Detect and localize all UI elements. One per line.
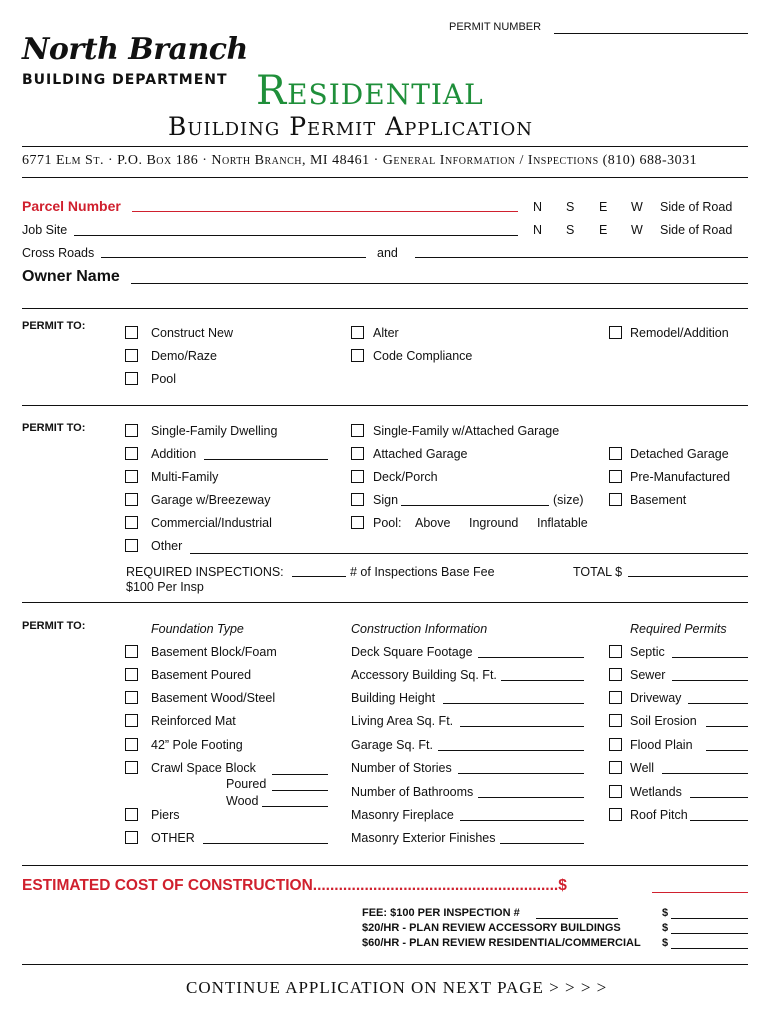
other-checkbox[interactable] bbox=[125, 539, 138, 552]
section1-rule bbox=[22, 308, 748, 309]
cross-road-2-field[interactable] bbox=[415, 257, 748, 258]
wetlands-checkbox[interactable] bbox=[609, 785, 622, 798]
soil-erosion-checkbox[interactable] bbox=[609, 714, 622, 727]
pole-footing-label: 42” Pole Footing bbox=[151, 738, 243, 752]
subtitle-building-permit: Building Permit Application bbox=[168, 112, 533, 141]
sign-label: Sign bbox=[373, 493, 399, 507]
basement-poured-label: Basement Poured bbox=[151, 668, 252, 682]
cross-road-1-field[interactable] bbox=[101, 257, 366, 258]
basement-block-label: Basement Block/Foam bbox=[151, 645, 277, 659]
construct-new-checkbox[interactable] bbox=[125, 326, 138, 339]
number-stories-field[interactable] bbox=[458, 773, 584, 774]
logo-north-branch: North Branch bbox=[22, 32, 248, 67]
basement-wood-steel-label: Basement Wood/Steel bbox=[151, 691, 276, 705]
continue-next-page: CONTINUE APPLICATION ON NEXT PAGE > > > > bbox=[186, 978, 608, 997]
sign-checkbox[interactable] bbox=[351, 493, 364, 506]
sewer-field[interactable] bbox=[672, 680, 748, 681]
deck-sqft-field[interactable] bbox=[478, 657, 584, 658]
fee-amount-2-field[interactable] bbox=[671, 933, 748, 934]
pool-above-option[interactable]: Above bbox=[415, 516, 451, 530]
required-permits-header: Required Permits bbox=[630, 622, 727, 636]
job-side-of-road: Side of Road bbox=[660, 223, 733, 237]
required-inspections-label: REQUIRED INSPECTIONS: bbox=[126, 565, 284, 579]
attached-garage-label: Attached Garage bbox=[373, 447, 468, 461]
detached-garage-label: Detached Garage bbox=[630, 447, 729, 461]
masonry-fireplace-field[interactable] bbox=[460, 820, 584, 821]
deck-sqft-label: Deck Square Footage bbox=[351, 645, 473, 659]
foundation-type-header: Foundation Type bbox=[151, 622, 244, 636]
fee-residential-label: $60/HR - PLAN REVIEW RESIDENTIAL/COMMERCIAL bbox=[362, 937, 641, 949]
and-label: and bbox=[377, 246, 398, 260]
addition-field[interactable] bbox=[204, 459, 328, 460]
septic-label: Septic bbox=[630, 645, 665, 659]
reinforced-mat-label: Reinforced Mat bbox=[151, 714, 236, 728]
total-label: TOTAL $ bbox=[573, 565, 623, 579]
basement-checkbox[interactable] bbox=[609, 493, 622, 506]
garage-sqft-label: Garage Sq. Ft. bbox=[351, 738, 433, 752]
addition-label: Addition bbox=[151, 447, 197, 461]
garage-sqft-field[interactable] bbox=[438, 750, 584, 751]
code-compliance-label: Code Compliance bbox=[373, 349, 473, 363]
masonry-fireplace-label: Masonry Fireplace bbox=[351, 808, 454, 822]
foundation-other-checkbox[interactable] bbox=[125, 831, 138, 844]
estimated-cost-label: ESTIMATED COST OF CONSTRUCTION.........................................................$ bbox=[22, 877, 567, 894]
commercial-industrial-label: Commercial/Industrial bbox=[151, 516, 272, 530]
permit-number-field[interactable] bbox=[554, 33, 748, 34]
parcel-dir-n[interactable]: N bbox=[533, 200, 543, 214]
fee-dollar-2: $ bbox=[662, 922, 669, 934]
other-field[interactable] bbox=[190, 553, 748, 554]
septic-field[interactable] bbox=[672, 657, 748, 658]
job-dir-e[interactable]: E bbox=[599, 223, 608, 237]
total-field[interactable] bbox=[628, 576, 748, 577]
basement-label: Basement bbox=[630, 493, 687, 507]
accessory-sqft-field[interactable] bbox=[501, 680, 584, 681]
cost-rule bbox=[22, 865, 748, 866]
living-area-field[interactable] bbox=[460, 726, 584, 727]
reinforced-mat-checkbox[interactable] bbox=[125, 714, 138, 727]
fee-per-inspection-label: FEE: $100 PER INSPECTION # bbox=[362, 907, 520, 919]
demo-raze-checkbox[interactable] bbox=[125, 349, 138, 362]
section3-rule bbox=[22, 602, 748, 603]
sign-size-field[interactable] bbox=[401, 505, 549, 506]
construction-info-header: Construction Information bbox=[351, 622, 488, 636]
construct-new-label: Construct New bbox=[151, 326, 233, 340]
other-label: Other bbox=[151, 539, 183, 553]
driveway-checkbox[interactable] bbox=[609, 691, 622, 704]
multi-family-label: Multi-Family bbox=[151, 470, 219, 484]
deck-porch-checkbox[interactable] bbox=[351, 470, 364, 483]
septic-checkbox[interactable] bbox=[609, 645, 622, 658]
header-rule bbox=[22, 146, 748, 147]
demo-raze-label: Demo/Raze bbox=[151, 349, 217, 363]
address-line: 6771 Elm St. · P.O. Box 186 · North Branch, MI 48461 · General Information / Inspections (810) 688-3031 bbox=[22, 153, 698, 168]
permit-number-label: PERMIT NUMBER bbox=[449, 21, 542, 33]
pool-checkbox[interactable] bbox=[125, 372, 138, 385]
num-inspections-label: # of Inspections Base Fee bbox=[350, 565, 495, 579]
garage-breezeway-checkbox[interactable] bbox=[125, 493, 138, 506]
accessory-sqft-label: Accessory Building Sq. Ft. bbox=[351, 668, 497, 682]
footer-rule bbox=[22, 964, 748, 965]
pole-footing-checkbox[interactable] bbox=[125, 738, 138, 751]
fee-dollar-1: $ bbox=[662, 907, 669, 919]
remodel-addition-checkbox[interactable] bbox=[609, 326, 622, 339]
piers-checkbox[interactable] bbox=[125, 808, 138, 821]
address-rule bbox=[22, 177, 748, 178]
parcel-dir-w[interactable]: W bbox=[631, 200, 643, 214]
flood-plain-checkbox[interactable] bbox=[609, 738, 622, 751]
single-family-attached-checkbox[interactable] bbox=[351, 424, 364, 437]
single-family-attached-label: Single-Family w/Attached Garage bbox=[373, 424, 560, 438]
attached-garage-checkbox[interactable] bbox=[351, 447, 364, 460]
fee-amount-1-field[interactable] bbox=[671, 918, 748, 919]
job-dir-w[interactable]: W bbox=[631, 223, 643, 237]
flood-plain-field[interactable] bbox=[706, 750, 748, 751]
per-insp-label: $100 Per Insp bbox=[126, 580, 204, 594]
sewer-checkbox[interactable] bbox=[609, 668, 622, 681]
parcel-number-field[interactable] bbox=[132, 211, 518, 212]
crawl-space-label: Crawl Space Block bbox=[151, 761, 256, 775]
sewer-label: Sewer bbox=[630, 668, 666, 682]
well-checkbox[interactable] bbox=[609, 761, 622, 774]
section2-rule bbox=[22, 405, 748, 406]
section3-permit-to: PERMIT TO: bbox=[22, 620, 86, 632]
pool-inground-option[interactable]: Inground bbox=[469, 516, 519, 530]
owner-name-field[interactable] bbox=[131, 283, 748, 284]
logo-building-department: BUILDING DEPARTMENT bbox=[22, 72, 228, 88]
job-site-label: Job Site bbox=[22, 223, 68, 237]
garage-breezeway-label: Garage w/Breezeway bbox=[151, 493, 271, 507]
fee-inspection-count-field[interactable] bbox=[536, 918, 618, 919]
masonry-exterior-label: Masonry Exterior Finishes bbox=[351, 831, 496, 845]
parcel-number-label: Parcel Number bbox=[22, 198, 121, 214]
remodel-addition-label: Remodel/Addition bbox=[630, 326, 729, 340]
cross-roads-label: Cross Roads bbox=[22, 246, 95, 260]
sign-size-label: (size) bbox=[553, 493, 584, 507]
crawl-wood-label: Wood bbox=[226, 794, 259, 808]
building-height-label: Building Height bbox=[351, 691, 436, 705]
multi-family-checkbox[interactable] bbox=[125, 470, 138, 483]
single-family-checkbox[interactable] bbox=[125, 424, 138, 437]
basement-poured-checkbox[interactable] bbox=[125, 668, 138, 681]
job-dir-s[interactable]: S bbox=[566, 223, 575, 237]
building-height-field[interactable] bbox=[443, 703, 584, 704]
single-family-label: Single-Family Dwelling bbox=[151, 424, 278, 438]
pre-manufactured-label: Pre-Manufactured bbox=[630, 470, 731, 484]
driveway-field[interactable] bbox=[688, 703, 748, 704]
title-residential: Residential bbox=[256, 68, 484, 114]
basement-block-checkbox[interactable] bbox=[125, 645, 138, 658]
crawl-poured-label: Poured bbox=[226, 777, 267, 791]
pool2-checkbox[interactable] bbox=[351, 516, 364, 529]
alter-checkbox[interactable] bbox=[351, 326, 364, 339]
fee-dollar-3: $ bbox=[662, 937, 669, 949]
section2-permit-to: PERMIT TO: bbox=[22, 422, 86, 434]
alter-label: Alter bbox=[373, 326, 399, 340]
wetlands-label: Wetlands bbox=[630, 785, 682, 799]
roof-pitch-field[interactable] bbox=[690, 820, 748, 821]
section1-permit-to: PERMIT TO: bbox=[22, 320, 86, 332]
number-bathrooms-label: Number of Bathrooms bbox=[351, 785, 474, 799]
pre-manufactured-checkbox[interactable] bbox=[609, 470, 622, 483]
inspections-count-field[interactable] bbox=[292, 576, 346, 577]
commercial-industrial-checkbox[interactable] bbox=[125, 516, 138, 529]
crawl-wood-field[interactable] bbox=[262, 806, 328, 807]
job-dir-n[interactable]: N bbox=[533, 223, 543, 237]
number-stories-label: Number of Stories bbox=[351, 761, 452, 775]
flood-plain-label: Flood Plain bbox=[630, 738, 693, 752]
number-bathrooms-field[interactable] bbox=[478, 797, 584, 798]
foundation-other-label: OTHER bbox=[151, 831, 195, 845]
soil-erosion-label: Soil Erosion bbox=[630, 714, 697, 728]
crawl-block-field[interactable] bbox=[272, 774, 328, 775]
fee-accessory-label: $20/HR - PLAN REVIEW ACCESSORY BUILDINGS bbox=[362, 922, 621, 934]
fee-amount-3-field[interactable] bbox=[671, 948, 748, 949]
code-compliance-checkbox[interactable] bbox=[351, 349, 364, 362]
foundation-other-field[interactable] bbox=[203, 843, 328, 844]
masonry-exterior-field[interactable] bbox=[500, 843, 584, 844]
soil-erosion-field[interactable] bbox=[706, 726, 748, 727]
pool-label: Pool bbox=[151, 372, 177, 386]
parcel-dir-e[interactable]: E bbox=[599, 200, 608, 214]
wetlands-field[interactable] bbox=[690, 797, 748, 798]
deck-porch-label: Deck/Porch bbox=[373, 470, 438, 484]
roof-pitch-checkbox[interactable] bbox=[609, 808, 622, 821]
detached-garage-checkbox[interactable] bbox=[609, 447, 622, 460]
piers-label: Piers bbox=[151, 808, 180, 822]
well-label: Well bbox=[630, 761, 655, 775]
addition-checkbox[interactable] bbox=[125, 447, 138, 460]
parcel-dir-s[interactable]: S bbox=[566, 200, 575, 214]
living-area-label: Living Area Sq. Ft. bbox=[351, 714, 454, 728]
parcel-side-of-road: Side of Road bbox=[660, 200, 733, 214]
crawl-space-checkbox[interactable] bbox=[125, 761, 138, 774]
job-site-field[interactable] bbox=[74, 235, 518, 236]
driveway-label: Driveway bbox=[630, 691, 682, 705]
pool2-label: Pool: bbox=[373, 516, 402, 530]
roof-pitch-label: Roof Pitch bbox=[630, 808, 688, 822]
well-field[interactable] bbox=[662, 773, 748, 774]
basement-wood-steel-checkbox[interactable] bbox=[125, 691, 138, 704]
owner-name-label: Owner Name bbox=[22, 268, 120, 285]
estimated-cost-field[interactable] bbox=[652, 892, 748, 893]
pool-inflatable-option[interactable]: Inflatable bbox=[537, 516, 588, 530]
crawl-poured-field[interactable] bbox=[272, 790, 328, 791]
